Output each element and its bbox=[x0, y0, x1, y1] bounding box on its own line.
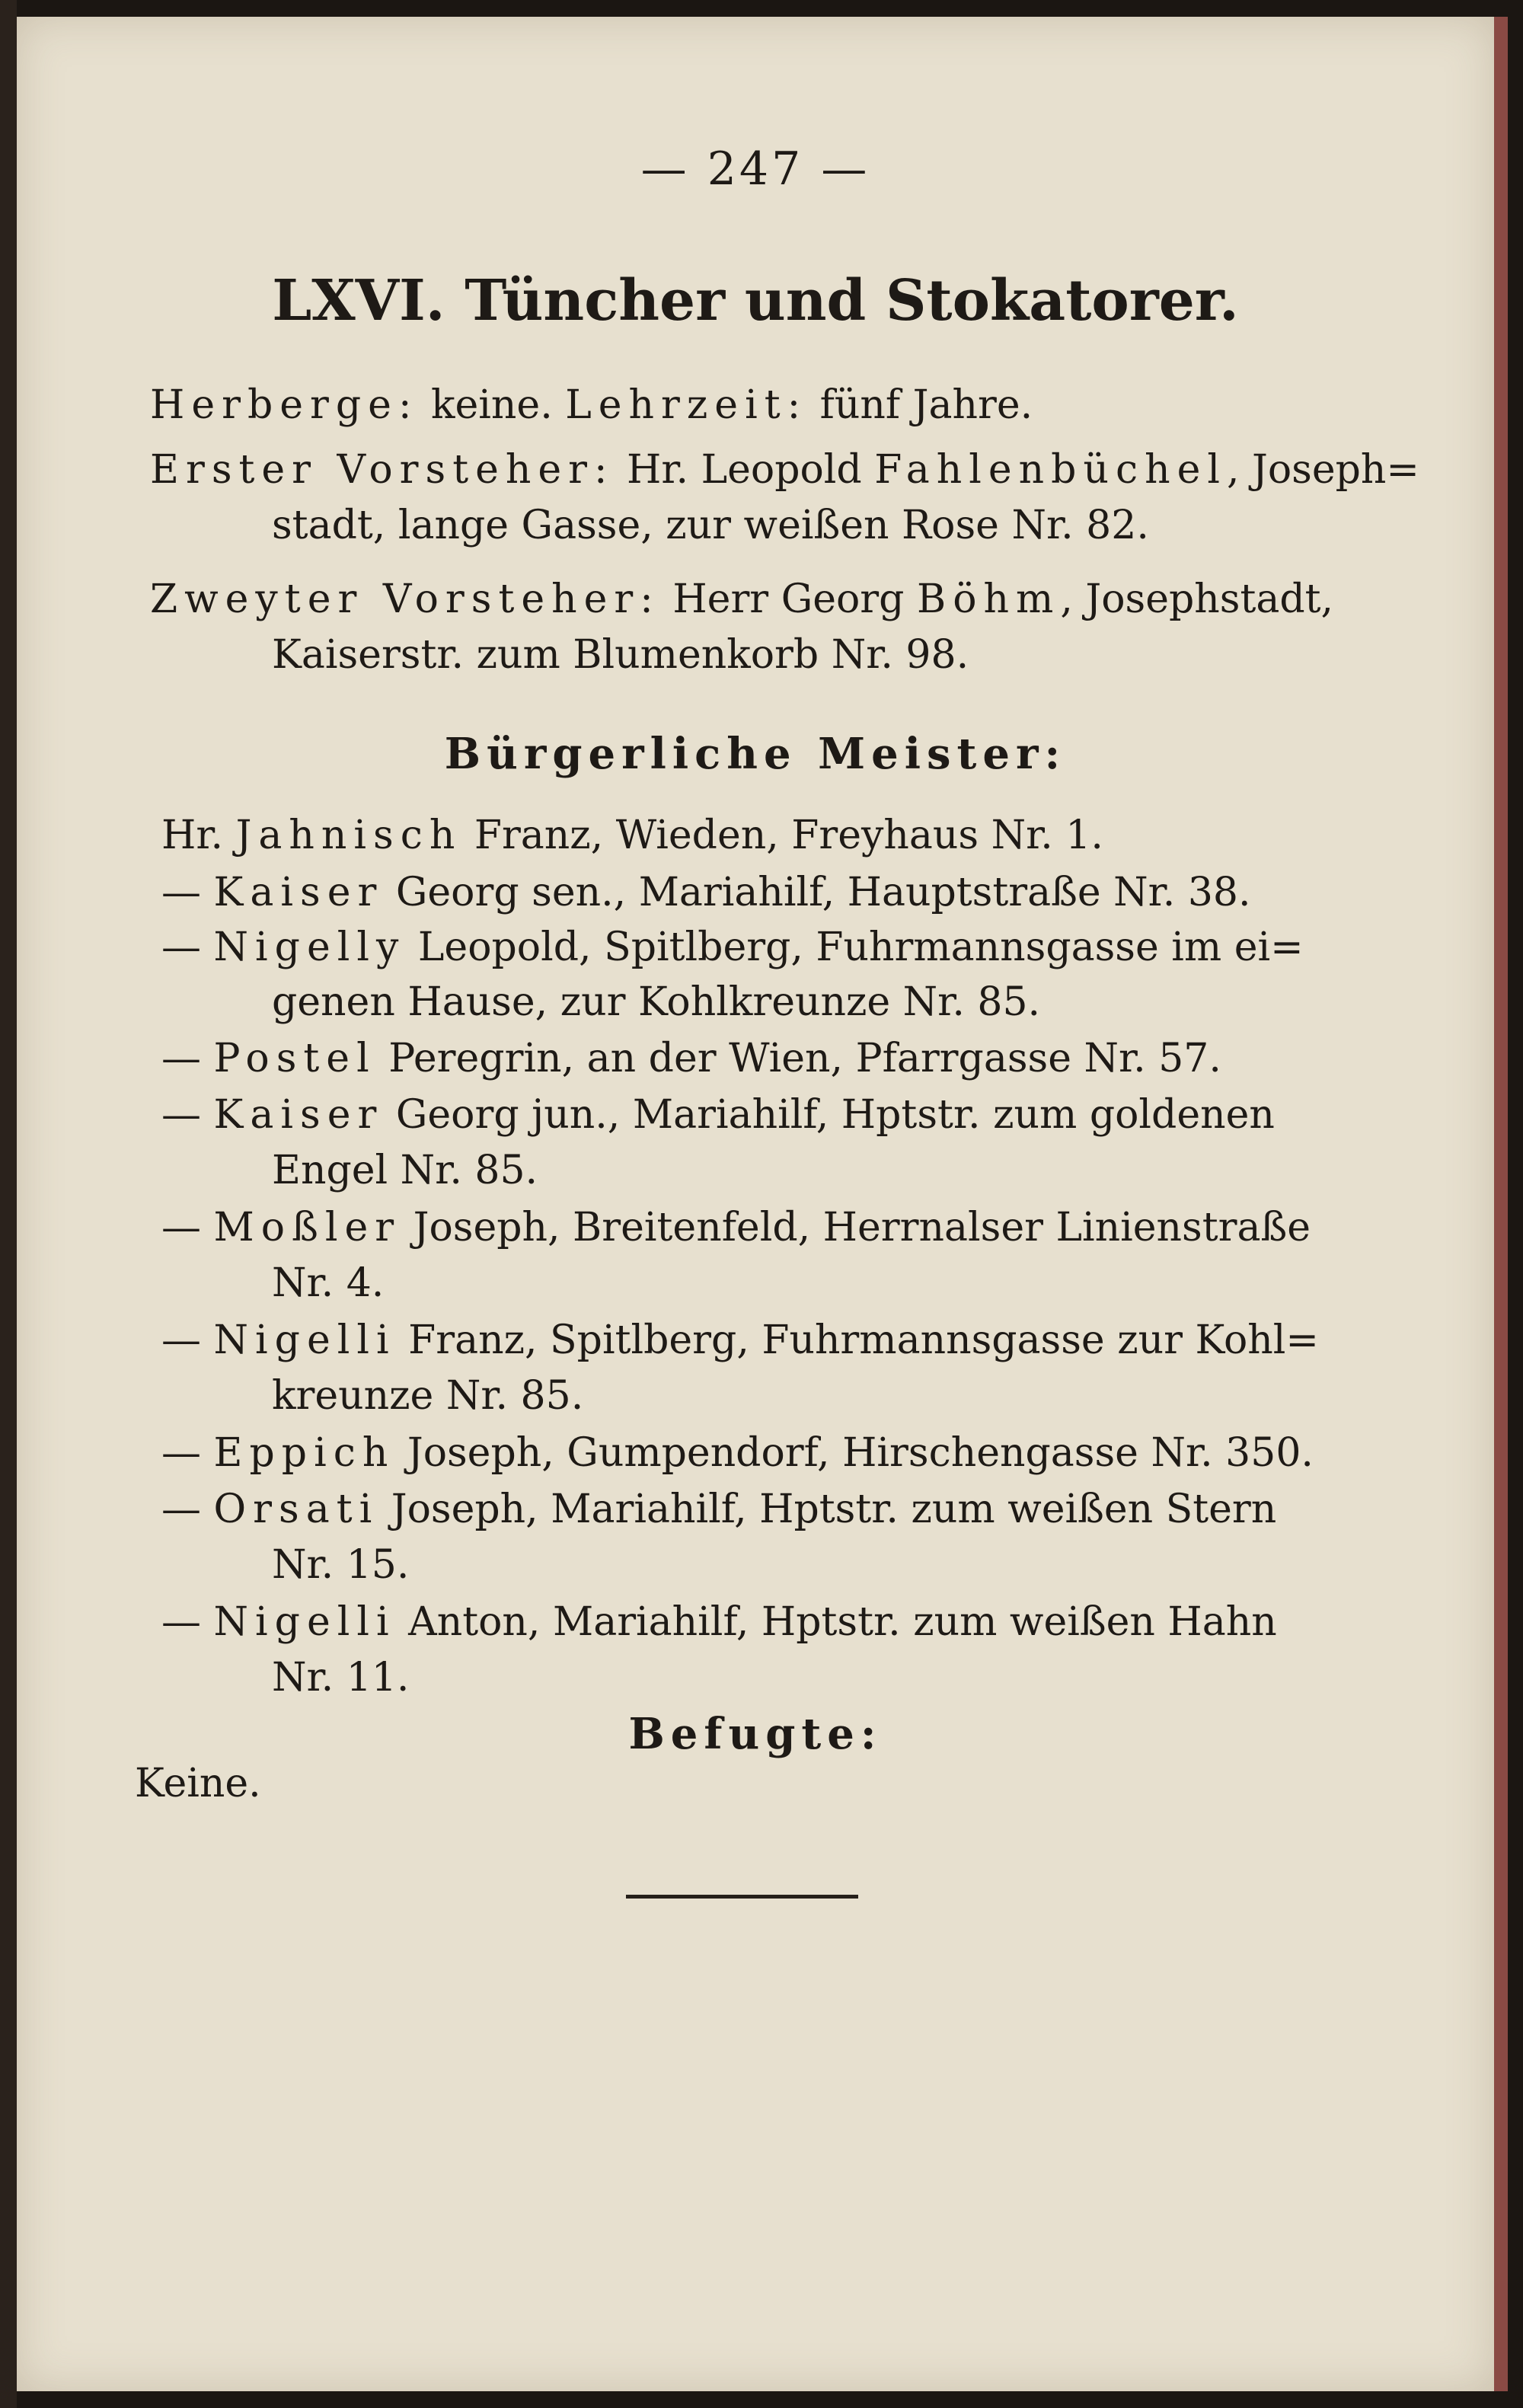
list-item bbox=[161, 1036, 1221, 1081]
intro-line-2 bbox=[150, 447, 1419, 493]
list-item bbox=[161, 1205, 1311, 1250]
entry-prefix: — bbox=[161, 1317, 201, 1363]
entry-surname: Nigelly bbox=[213, 925, 406, 970]
lehrzeit-value: fünf Jahre. bbox=[807, 382, 1033, 428]
first-chair-text-2: , Joseph= bbox=[1226, 447, 1419, 493]
entry-surname: Eppich bbox=[213, 1430, 395, 1476]
entry-prefix: — bbox=[161, 1599, 201, 1645]
entry-continuation: Nr. 15. bbox=[272, 1542, 410, 1588]
section-authorized-heading: Befugte: bbox=[628, 1709, 883, 1759]
entry-surname: Nigelli bbox=[213, 1599, 396, 1645]
entry-prefix: — bbox=[161, 1430, 201, 1476]
second-chair-name: Böhm bbox=[916, 576, 1061, 622]
entry-details: Georg sen., Mariahilf, Hauptstraße Nr. 38. bbox=[383, 870, 1251, 915]
entry-prefix: — bbox=[161, 870, 201, 915]
entry-continuation: genen Hause, zur Kohlkreunze Nr. 85. bbox=[272, 979, 1041, 1025]
list-item bbox=[161, 1092, 1275, 1138]
entry-continuation: Nr. 4. bbox=[272, 1260, 385, 1306]
page-edge bbox=[1494, 17, 1508, 2391]
entry-prefix: — bbox=[161, 925, 201, 970]
list-item bbox=[161, 813, 1103, 858]
entry-details: Joseph, Breitenfeld, Herrnalser Linienstraße bbox=[401, 1205, 1311, 1250]
entry-continuation: Engel Nr. 85. bbox=[272, 1148, 538, 1193]
intro-line-5: Kaiserstr. zum Blumenkorb Nr. 98. bbox=[272, 632, 969, 678]
list-item bbox=[161, 925, 1304, 970]
first-chair-name: Fahlenbüchel bbox=[874, 447, 1227, 493]
entry-details: Franz, Spitlberg, Fuhrmannsgasse zur Kohl= bbox=[395, 1317, 1319, 1363]
herberge-label: Herberge: bbox=[150, 382, 419, 428]
entry-details: Anton, Mariahilf, Hptstr. zum weißen Hahn bbox=[395, 1599, 1277, 1645]
entry-surname: Moßler bbox=[213, 1205, 401, 1250]
intro-line-1 bbox=[150, 382, 1033, 428]
section-masters-heading: Bürgerliche Meister: bbox=[444, 729, 1067, 779]
list-item bbox=[161, 1599, 1277, 1645]
second-chair-label: Zweyter Vorsteher: bbox=[150, 576, 660, 622]
section-authorized-text: Keine. bbox=[135, 1761, 261, 1806]
second-chair-text: Herr Georg bbox=[659, 576, 917, 622]
entry-details: Joseph, Mariahilf, Hptstr. zum weißen Stern bbox=[378, 1487, 1277, 1532]
entry-details: Joseph, Gumpendorf, Hirschengasse Nr. 350. bbox=[394, 1430, 1314, 1476]
book-page bbox=[17, 17, 1494, 2391]
entry-surname: Jahnisch bbox=[235, 813, 462, 858]
entry-surname: Orsati bbox=[213, 1487, 379, 1532]
entry-surname: Nigelli bbox=[213, 1317, 396, 1363]
lehrzeit-label: Lehrzeit: bbox=[565, 382, 808, 428]
entry-prefix: — bbox=[161, 1092, 201, 1138]
list-item bbox=[161, 1487, 1276, 1532]
chapter-heading: LXVI. Tüncher und Stokatorer. bbox=[272, 268, 1239, 334]
entry-continuation: Nr. 11. bbox=[272, 1655, 410, 1701]
list-item bbox=[161, 1317, 1319, 1363]
entry-surname: Postel bbox=[213, 1036, 376, 1081]
first-chair-text: Hr. Leopold bbox=[614, 447, 875, 493]
entry-details: Franz, Wieden, Freyhaus Nr. 1. bbox=[461, 813, 1103, 858]
entry-prefix: — bbox=[161, 1487, 201, 1532]
entry-surname: Kaiser bbox=[213, 1092, 384, 1138]
book-binding bbox=[0, 0, 17, 2408]
first-chair-label: Erster Vorsteher: bbox=[150, 447, 615, 493]
entry-prefix: Hr. bbox=[161, 813, 224, 858]
entry-surname: Kaiser bbox=[213, 870, 384, 915]
herberge-value: keine. bbox=[418, 382, 566, 428]
entry-continuation: kreunze Nr. 85. bbox=[272, 1373, 584, 1419]
entry-details: Leopold, Spitlberg, Fuhrmannsgasse im ei= bbox=[405, 925, 1304, 970]
entry-prefix: — bbox=[161, 1036, 201, 1081]
list-item bbox=[161, 1430, 1314, 1476]
entry-details: Peregrin, an der Wien, Pfarrgasse Nr. 57. bbox=[375, 1036, 1221, 1081]
page-number: — 247 — bbox=[640, 142, 870, 196]
closing-rule bbox=[626, 1895, 858, 1899]
intro-line-3: stadt, lange Gasse, zur weißen Rose Nr. 82. bbox=[272, 503, 1149, 548]
entry-details: Georg jun., Mariahilf, Hptstr. zum goldenen bbox=[383, 1092, 1275, 1138]
second-chair-text-2: , Josephstadt, bbox=[1060, 576, 1334, 622]
entry-prefix: — bbox=[161, 1205, 201, 1250]
list-item bbox=[161, 870, 1251, 915]
intro-line-4 bbox=[150, 576, 1333, 622]
